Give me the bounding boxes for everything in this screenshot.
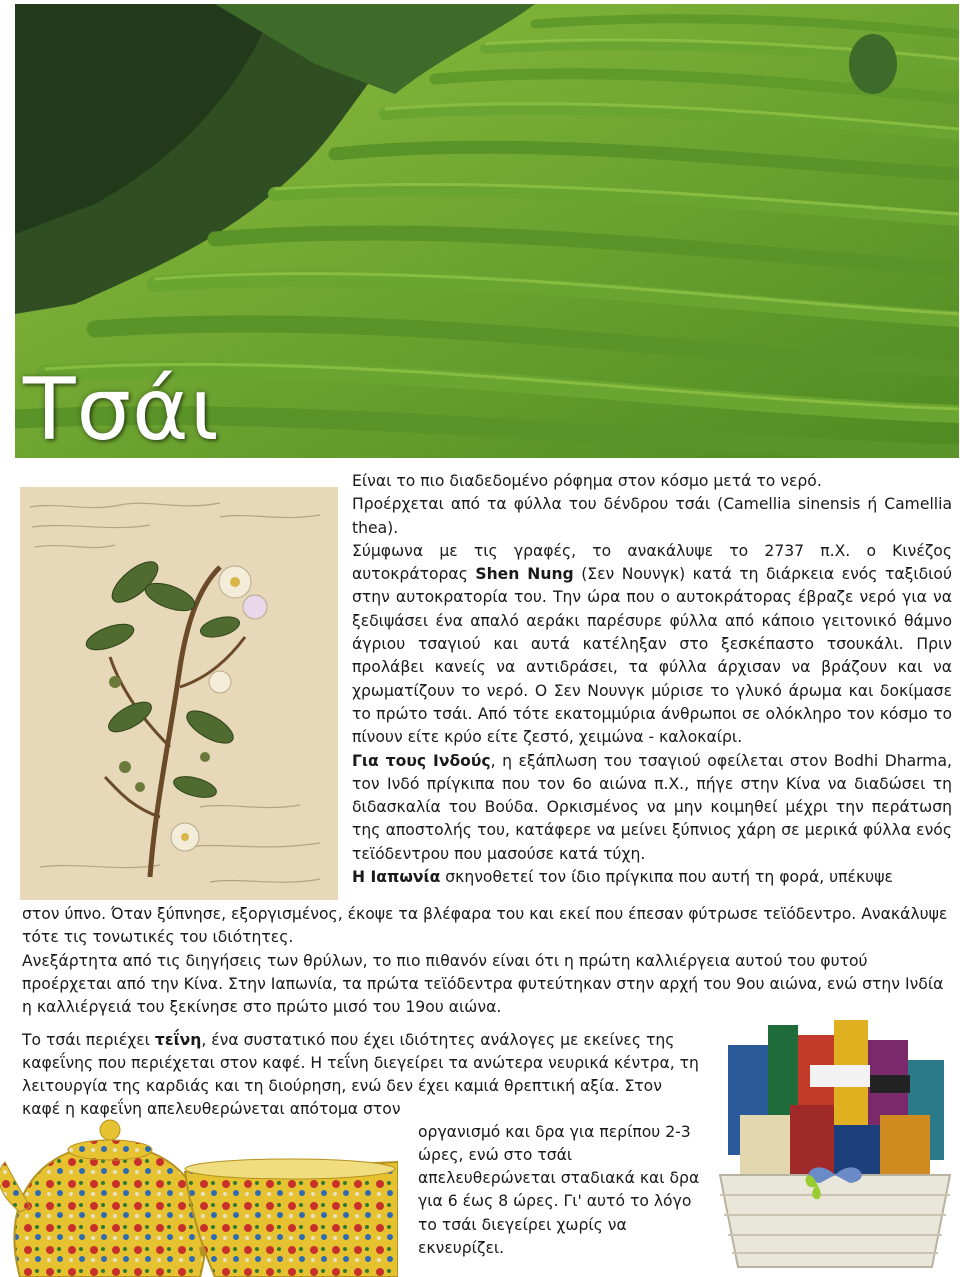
bold-indians: Για τους Ινδούς bbox=[352, 751, 491, 770]
herbarium-image bbox=[20, 487, 338, 900]
camellia-botanical-illustration bbox=[20, 487, 338, 900]
floral-teapot-image bbox=[0, 1112, 398, 1277]
paragraph-most-popular: Είναι το πιο διαδεδομένο ρόφημα στον κόσμο μετά το νερό. bbox=[352, 472, 822, 490]
theine-text-continued bbox=[418, 1105, 708, 1276]
full-width-text bbox=[22, 903, 954, 1019]
page-title: Τσάι bbox=[23, 360, 220, 460]
paragraph-theine: Το τσάι περιέχει τεΐνη, ένα συστατικό που έχει ιδιότητες ανάλογες με εκείνες της καφεΐνης που περιέχεται στον καφέ. Η τεΐνη διεγείρει τα ανώτερα νευρικά κέντρα, τη λειτουργία της καρδιάς και τη διούρηση, ενώ δεν έχει καμιά θρεπτική αξία. Στον καφέ η καφεΐνη απελευθερώνεται απότομα στον bbox=[22, 1030, 699, 1119]
paragraph-japan-continued: στον ύπνο. Όταν ξύπνησε, εξοργισμένος, έκοψε τα βλέφαρα του και εκεί που έπεσαν φύτρωσε τεϊόδεντρο. Ανακάλυψε τότε τις τονωτικές του ιδιότητες. bbox=[22, 905, 948, 947]
paragraph-cultivation: Ανεξάρτητα από τις διηγήσεις των θρύλων, το πιο πιθανόν είναι ότι η πρώτη καλλιέργεια αυτού του φυτού προέρχεται από την Κίνα. Στην Ιαπωνία, τα πρώτα τεϊόδεντρα φυτεύτηκαν στην αρχή του 9ου αιώνα, ενώ στην Ινδία η καλλιέργειά του ξεκίνησε στο πρώτο μισό του 19ου αιώνα. bbox=[22, 951, 944, 1017]
gift-basket-image bbox=[710, 1005, 960, 1277]
paragraph-shen-nung: Σύμφωνα με τις γραφές, το ανακάλυψε το 2737 π.Χ. ο Κινέζος αυτοκράτορας Shen Nung (Σεν Νουνγκ) κατά τη διάρκεια ενός ταξιδιού στην αυτοκρατορία του. Την ώρα που ο αυτοκράτορας έβραζε νερό για να ξεδιψάσει ένα απαλό αεράκι παρέσυρε φύλλα από κάποιο γειτονικό θάμνο άγριου τσαγιού και αυτά κατέληξαν στο ξεσκέπαστο τσουκάλι. Πριν προλάβει κανείς να αντιδράσει, τα φύλλα άρχισαν να βράζουν και να χρωματίζουν το νερό. Ο Σεν Νουνγκ μύρισε το γλυκό άρωμα και δοκίμασε το πρώτο τσάι. Από τότε εκατομμύρια άνθρωποι σε ολόκληρο τον κόσμο το πίνουν είτε κρύο είτε ζεστό, χειμώνα - καλοκαίρι. bbox=[352, 541, 952, 747]
paragraph-indians: Για τους Ινδούς, η εξάπλωση του τσαγιού οφείλεται στον Bodhi Dharma, τον Ινδό πρίγκιπα που τον 6ο αιώνα π.Χ., πήγε στην Κίνα να διαδώσει τη διδασκαλία του Βούδα. Ορκισμένος να μην κοιμηθεί μέχρι την περάτωση της αποστολής του, κατάφερε να μείνει ξύπνιος χάρη σε μερικά φύλλα ενός τεϊόδεντρου που μασούσε κατά τύχη. bbox=[352, 751, 952, 863]
paragraph-theine-continued: οργανισμό και δρα για περίπου 2-3 ώρες, ενώ στο τσάι απελευθερώνεται σταδιακά και δρα για 6 έως 8 ώρες. Γι' αυτό το λόγο το τσάι διεγείρει χωρίς να εκνευρίζει. bbox=[418, 1122, 700, 1258]
paragraph-japan-start: Η Ιαπωνία σκηνοθετεί τον ίδιο πρίγκιπα που αυτή τη φορά, υπέκυψε bbox=[352, 868, 893, 887]
bold-japan: Η Ιαπωνία bbox=[352, 868, 441, 887]
paragraph-origin: Προέρχεται από τα φύλλα του δένδρου τσάι (Camellia sinensis ή Camellia thea). bbox=[352, 495, 952, 537]
teapot-and-cup-image bbox=[0, 1112, 398, 1277]
bold-shen-nung: Shen Nung bbox=[475, 565, 574, 584]
intro-text-column bbox=[352, 470, 952, 889]
bold-theine: τεΐνη bbox=[154, 1030, 202, 1049]
tea-gift-basket-image bbox=[710, 1005, 960, 1277]
